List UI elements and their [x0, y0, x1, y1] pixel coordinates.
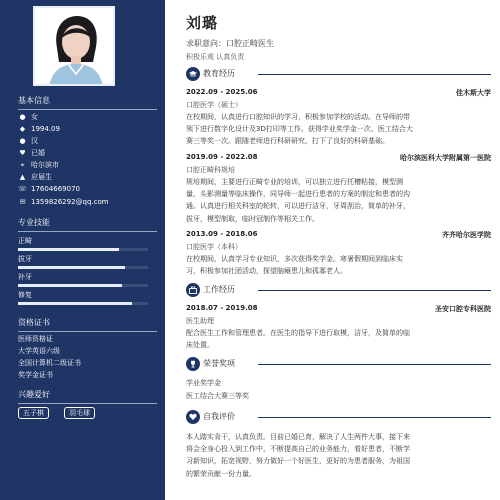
- entry-org: 圣安口腔专科医院: [435, 305, 491, 313]
- candidate-name: 刘璐: [186, 14, 219, 32]
- degree-icon: ▲: [19, 173, 26, 181]
- entry-description: [186, 327, 491, 351]
- info-location: [18, 161, 59, 170]
- certs-title: 资格证书: [18, 318, 50, 327]
- hobbies-divider: [18, 403, 157, 404]
- desc-line: 拔牙，模型制取，临时冠制作等相关工作。: [186, 214, 319, 223]
- entry-org: 齐齐哈尔医学院: [442, 231, 491, 239]
- education-header: [186, 67, 491, 81]
- phone-icon: ☏: [18, 185, 27, 193]
- entry-description: [186, 176, 491, 225]
- entry-subtitle: 口腔医学（硕士）: [186, 101, 242, 109]
- skill-bar-fill: [18, 248, 119, 251]
- skill-name: 补牙: [18, 273, 32, 281]
- desc-line: 领下进行数字化设计及3D打印等工作。获得学业奖学金一次、医工结合大: [186, 125, 413, 134]
- certs-divider: [18, 331, 157, 332]
- desc-line: 的繁荣贡献一份力量。: [186, 469, 256, 478]
- desc-line: 本人踏实肯干，认真负责。目前已婚已育，解决了人生两件大事，接下来: [186, 433, 410, 441]
- info-email-text: 1359826292@qq.com: [31, 198, 109, 206]
- desc-line: 习新知识，拓宽视野，努力做好一个好医生，更好的为患者服务，为祖国: [186, 457, 410, 466]
- skill-bar-track: [18, 284, 148, 287]
- info-birthday-text: 1994.09: [31, 125, 60, 133]
- education-title: 教育经历: [203, 69, 235, 78]
- info-gender: [18, 113, 38, 122]
- hobby-tag: 羽毛球: [64, 407, 95, 419]
- entry-description: [186, 111, 491, 148]
- email-icon: ✉: [19, 198, 26, 206]
- entry-date: 2018.07 - 2019.08: [186, 304, 258, 312]
- hobby-tag: 五子棋: [18, 407, 49, 419]
- desc-line: 在校期间，认真进行口腔知识的学习，积极参加学校的活动。在导师的带: [186, 113, 410, 121]
- birthday-icon: ◆: [19, 125, 26, 133]
- info-gender-text: 女: [31, 113, 38, 121]
- honors-header: [186, 357, 491, 371]
- education-rule: [258, 74, 491, 75]
- hobbies-title: 兴趣爱好: [18, 390, 50, 399]
- self-eval-title: 自我评价: [203, 412, 235, 421]
- entry-description: [186, 253, 491, 277]
- entry-date: 2022.09 - 2025.06: [186, 88, 258, 96]
- cert-item: 奖学金证书: [18, 371, 53, 379]
- desc-line: 习，积极参加社团活动，探望脑瘫患儿和孤寡老人。: [186, 267, 347, 276]
- job-intent: 求职意向：口腔正畸医生: [186, 39, 274, 48]
- trophy-icon: [186, 357, 200, 371]
- gender-icon: ●: [19, 113, 26, 121]
- info-email: [18, 198, 109, 207]
- info-phone: [18, 185, 80, 194]
- self-eval-rule: [258, 417, 491, 418]
- honor-item: 医工结合大赛三等奖: [186, 392, 249, 400]
- skill-name: 修复: [18, 291, 32, 299]
- ethnicity-icon: ●: [19, 137, 26, 145]
- desc-line: 规培期间，主要进行正畸专业的培训，可以独立进行托槽粘接，模型测: [186, 178, 403, 186]
- basic-info-divider: [18, 109, 157, 110]
- info-ethnicity: [18, 137, 38, 146]
- skill-name: 拔牙: [18, 255, 32, 263]
- sidebar: [0, 0, 165, 500]
- self-eval-header: [186, 410, 491, 424]
- info-degree-text: 应届生: [31, 173, 52, 181]
- work-title: 工作经历: [203, 285, 235, 294]
- desc-line: 将会全身心投入到工作中，不断提高自己的业务能力，看好患者，不断学: [186, 445, 410, 454]
- skills-title: 专业技能: [18, 218, 50, 227]
- cert-item: 全国计算机二级证书: [18, 359, 81, 367]
- work-entry-header: [186, 304, 491, 314]
- briefcase-icon: [186, 283, 200, 297]
- skill-name: 正畸: [18, 237, 32, 245]
- location-icon: ⌖: [20, 161, 25, 169]
- basic-info-title: 基本信息: [18, 96, 50, 105]
- heart-icon: [186, 410, 200, 424]
- tagline: 积极乐观 认真负责: [186, 53, 245, 61]
- entry-subtitle: 口腔医学（本科）: [186, 243, 242, 251]
- cert-item: 医师资格证: [18, 335, 53, 343]
- entry-date: 2019.09 - 2022.08: [186, 153, 258, 161]
- skill-bar-fill: [18, 266, 125, 269]
- entry-subtitle: 口腔正畸科规培: [186, 166, 235, 174]
- desc-line: 通。认真进行相关科室的轮转，可以进行洁牙，牙周刮治，简单的补牙，: [186, 202, 410, 211]
- skill-bar-fill: [18, 302, 132, 305]
- education-entry-header: [186, 88, 491, 98]
- entry-date: 2013.09 - 2018.06: [186, 230, 258, 238]
- honor-item: 学业奖学金: [186, 379, 221, 387]
- skill-bar-fill: [18, 284, 122, 287]
- desc-line: 床处置。: [186, 341, 214, 350]
- entry-org: 佳木斯大学: [456, 89, 491, 97]
- self-eval-text: [186, 431, 491, 480]
- work-header: [186, 283, 491, 297]
- desc-line: 配合医生工作和管理患者。在医生的指导下进行取模，洁牙，及简单的临: [186, 329, 410, 337]
- info-location-text: 哈尔滨市: [31, 161, 59, 169]
- honors-title: 荣誉奖项: [203, 359, 235, 368]
- desc-line: 在校期间，认真学习专业知识，多次获得奖学金。寒暑假期间到临床实: [186, 255, 403, 263]
- skill-bar-track: [18, 248, 148, 251]
- skill-bar-track: [18, 302, 148, 305]
- honors-rule: [258, 364, 491, 365]
- profile-photo: [33, 6, 115, 86]
- cert-item: 大学英语六级: [18, 347, 60, 355]
- marital-icon: ♥: [19, 149, 26, 157]
- skill-bar-track: [18, 266, 148, 269]
- education-entry-header: [186, 230, 491, 240]
- entry-subtitle: 医生助理: [186, 317, 214, 325]
- desc-line: 赛三等奖一次。跟随老师进行科研研究，打下了良好的科研基础。: [186, 137, 389, 146]
- info-marital: [18, 149, 45, 158]
- info-ethnicity-text: 汉: [31, 137, 38, 145]
- info-birthday: [18, 125, 60, 134]
- entry-org: 哈尔滨医科大学附属第一医院: [400, 154, 491, 162]
- work-rule: [258, 290, 491, 291]
- graduation-cap-icon: [186, 67, 200, 81]
- skills-divider: [18, 231, 157, 232]
- desc-line: 量，头影测量等临床操作，同导师一起进行患者的方案的制定和患者的沟: [186, 190, 410, 199]
- info-phone-text: 17604669070: [31, 185, 80, 193]
- education-entry-header: [186, 153, 491, 163]
- info-degree: [18, 173, 52, 182]
- info-marital-text: 已婚: [31, 149, 45, 157]
